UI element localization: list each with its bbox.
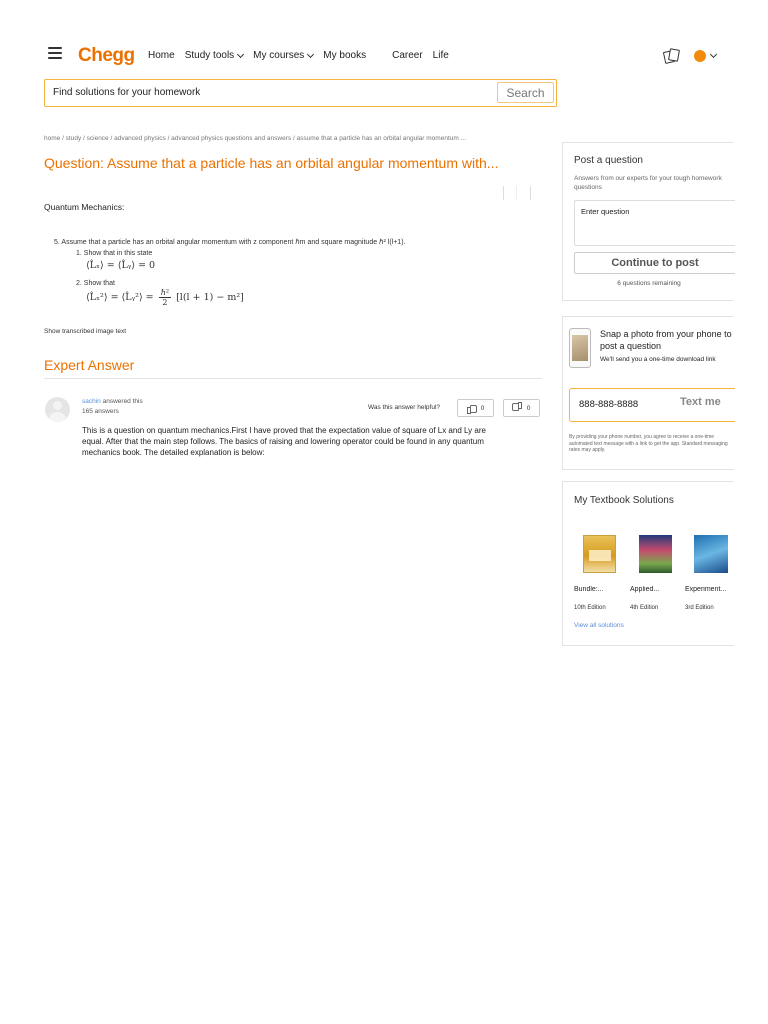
book-cover-2[interactable] [639, 535, 672, 573]
answer-body: This is a question on quantum mechanics.First I have proved that the expectation value of square of Lx and Ly are equal. After that the main step follows. The basics of raising and lowering operator could be found in any quantum mechanics book. The detailed explanation is below: [82, 426, 486, 457]
expert-meta [82, 397, 143, 417]
chevron-down-icon [237, 50, 244, 57]
snap-subtitle: We'll send you a one-time download link [600, 356, 716, 363]
post-question-card [562, 142, 734, 301]
chevron-down-icon [307, 50, 314, 57]
nav-life[interactable] [433, 50, 449, 61]
part2-denominator: 2 [162, 298, 168, 307]
view-all-solutions-link[interactable]: View all solutions [574, 622, 624, 629]
book-edition-1: 10th Edition [574, 605, 606, 611]
main-nav [148, 50, 459, 61]
nav-my-books-label: My books [323, 50, 367, 61]
breadcrumb[interactable]: home / study / science / advanced physics / advanced physics questions and answers / assume that a particle has an orbital angular momentum ... [44, 135, 467, 142]
book-title-3[interactable]: Experiment... [685, 586, 727, 593]
nav-study-tools[interactable] [185, 50, 243, 61]
hamburger-menu-icon[interactable] [48, 47, 62, 59]
text-me-button[interactable]: Text me [680, 396, 721, 408]
part2-lhs: ⟨L̂ₓ²⟩ = ⟨L̂ᵧ²⟩ = [86, 292, 154, 303]
book-cover-3[interactable] [694, 535, 728, 573]
expert-byline [82, 397, 143, 407]
search-input[interactable] [53, 87, 483, 98]
snap-photo-card [562, 316, 734, 470]
question-prompt: 5. Assume that a particle has an orbital angular momentum with z component ℏm and square magnitude ℏ² l(l+1). [54, 239, 406, 246]
nav-career[interactable] [392, 50, 423, 61]
nav-my-courses[interactable] [253, 50, 313, 61]
search-button[interactable]: Search [497, 82, 554, 103]
chevron-down-icon[interactable] [710, 51, 717, 58]
question-subject: Quantum Mechanics: [44, 202, 125, 212]
question-title: Question: Assume that a particle has an orbital angular momentum with... [44, 155, 499, 171]
thumbs-up-icon [467, 404, 476, 412]
snap-title: Snap a photo from your phone to post a question [600, 329, 732, 351]
part2-numerator: ℏ² [160, 288, 170, 297]
book-title-1[interactable]: Bundle:... [574, 586, 604, 593]
flashcards-icon[interactable] [664, 49, 680, 63]
nav-home-label: Home [148, 50, 175, 61]
nav-home[interactable] [148, 50, 175, 61]
post-question-subtitle: Answers from our experts for your tough homework questions [574, 175, 722, 191]
thumbs-down-icon [513, 404, 522, 412]
questions-remaining: 6 questions remaining [617, 280, 681, 287]
textbook-solutions-title: My Textbook Solutions [574, 495, 674, 506]
book-edition-2: 4th Edition [630, 605, 659, 611]
sms-disclaimer: By providing your phone number, you agree to receive a one-time automated text message with a link to get the app. Standard messaging rates may apply. [569, 434, 728, 453]
question-field-wrap [574, 200, 735, 246]
nav-spacer [376, 50, 392, 61]
upvote-count: 0 [480, 404, 485, 412]
chegg-logo[interactable]: Chegg [78, 45, 135, 66]
nav-study-tools-label: Study tools [184, 50, 235, 61]
divider [44, 378, 542, 379]
question-toolbar[interactable] [503, 186, 531, 200]
expert-avatar [45, 397, 70, 422]
part1-label: 1. Show that in this state [76, 250, 153, 257]
answered-text: answered this [102, 398, 143, 405]
post-question-title: Post a question [574, 155, 643, 166]
top-header [44, 40, 744, 74]
nav-life-label: Life [432, 50, 449, 61]
nav-career-label: Career [392, 50, 423, 61]
downvote-count: 0 [526, 404, 531, 412]
expert-answer-heading: Expert Answer [44, 357, 135, 373]
textbook-solutions-card [562, 481, 734, 646]
part1-equation: ⟨L̂ₓ⟩ = ⟨L̂ᵧ⟩ = 0 [86, 260, 156, 271]
phone-illustration [569, 328, 591, 368]
show-transcribed-link[interactable]: Show transcribed image text [44, 328, 127, 335]
part2-label: 2. Show that [76, 280, 115, 287]
phone-form [569, 388, 735, 422]
phone-number-input[interactable] [579, 399, 674, 410]
part2-equation [86, 288, 244, 307]
helpful-prompt: Was this answer helpful? [368, 404, 441, 411]
book-cover-1[interactable] [583, 535, 616, 573]
thumbs-up-button[interactable] [457, 399, 494, 417]
header-actions [664, 49, 716, 63]
nav-my-books[interactable] [323, 50, 366, 61]
expert-name-link[interactable]: sachin [82, 398, 101, 405]
expert-answer-count: 165 answers [82, 408, 119, 415]
nav-my-courses-label: My courses [253, 50, 305, 61]
question-image [54, 238, 406, 307]
book-title-2[interactable]: Applied... [630, 586, 660, 593]
continue-to-post-button[interactable]: Continue to post [574, 252, 735, 274]
part2-rhs: [l(l + 1) − m²] [176, 292, 244, 303]
thumbs-down-button[interactable] [503, 399, 540, 417]
search-bar [44, 79, 557, 107]
user-avatar[interactable] [694, 50, 706, 62]
part2-fraction [159, 288, 171, 307]
question-input[interactable] [581, 207, 731, 239]
book-edition-3: 3rd Edition [685, 605, 714, 611]
